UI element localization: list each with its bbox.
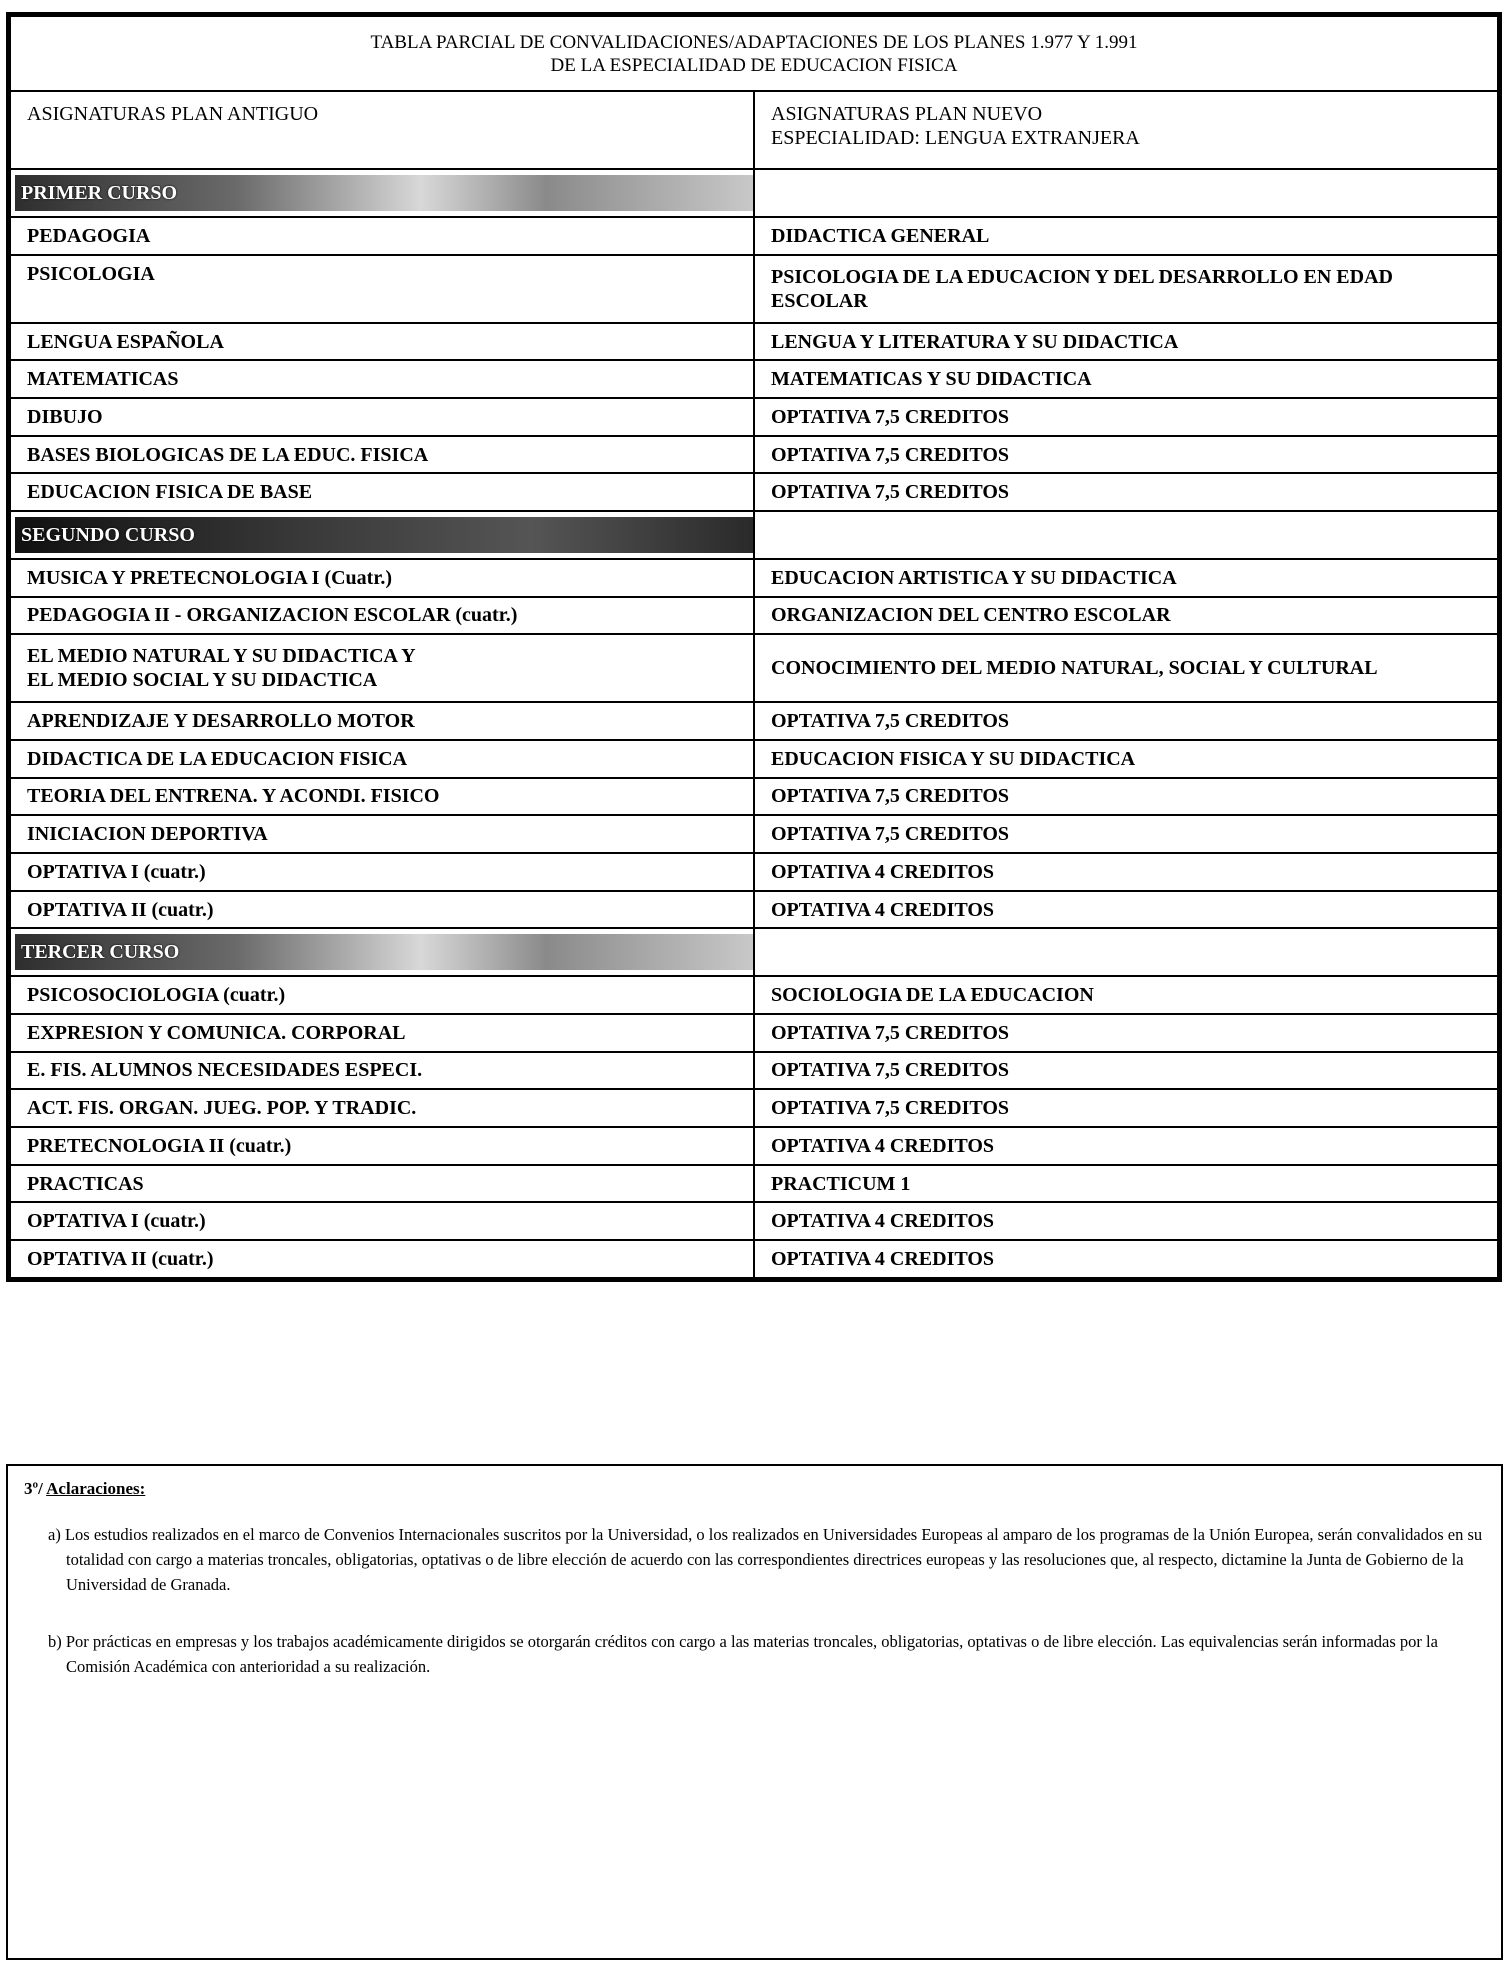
notes-box (6, 1464, 1503, 1960)
old-subject-cell: OPTATIVA II (cuatr.) (10, 891, 754, 929)
new-subject-cell: MATEMATICAS Y SU DIDACTICA (754, 360, 1498, 398)
table-row (10, 740, 1498, 778)
table-row (10, 1127, 1498, 1165)
header-new-plan-line2: ESPECIALIDAD: LENGUA EXTRANJERA (771, 127, 1140, 150)
table-row (10, 1202, 1498, 1240)
new-subject-cell: OPTATIVA 7,5 CREDITOS (754, 1089, 1498, 1127)
notes-heading (24, 1476, 145, 1501)
new-subject-cell: OPTATIVA 7,5 CREDITOS (754, 1052, 1498, 1090)
header-new-plan (754, 91, 1498, 169)
table-row (10, 1089, 1498, 1127)
new-subject-cell: LENGUA Y LITERATURA Y SU DIDACTICA (754, 323, 1498, 361)
table-row (10, 1052, 1498, 1090)
old-subject-cell: PEDAGOGIA (10, 217, 754, 255)
new-subject-cell: OPTATIVA 7,5 CREDITOS (754, 436, 1498, 474)
new-subject-cell: PSICOLOGIA DE LA EDUCACION Y DEL DESARROLLO EN EDAD ESCOLAR (754, 255, 1498, 323)
old-subject-cell: EDUCACION FISICA DE BASE (10, 473, 754, 511)
old-subject-cell: TEORIA DEL ENTRENA. Y ACONDI. FISICO (10, 778, 754, 816)
table-row (10, 255, 1498, 323)
old-subject-cell: PEDAGOGIA II - ORGANIZACION ESCOLAR (cuatr.) (10, 597, 754, 635)
old-subject-cell: PRETECNOLOGIA II (cuatr.) (10, 1127, 754, 1165)
new-subject-cell: EDUCACION ARTISTICA Y SU DIDACTICA (754, 559, 1498, 597)
table-row (10, 976, 1498, 1014)
section-header-cell (10, 928, 754, 976)
section-label: PRIMER CURSO (15, 175, 753, 211)
old-subject-cell: EXPRESION Y COMUNICA. CORPORAL (10, 1014, 754, 1052)
table-title-row (10, 16, 1498, 91)
table-row (10, 634, 1498, 702)
old-subject-cell: MATEMATICAS (10, 360, 754, 398)
header-old-plan (10, 91, 754, 169)
old-subject-cell: OPTATIVA I (cuatr.) (10, 853, 754, 891)
section-empty-cell (754, 928, 1498, 976)
table-row (10, 559, 1498, 597)
header-old-plan-label: ASIGNATURAS PLAN ANTIGUO (27, 103, 319, 126)
table-row (10, 1240, 1498, 1278)
note-text: Por prácticas en empresas y los trabajos académicamente dirigidos se otorgarán créditos con cargo a las materias troncales, obligatorias, optativas o de libre elección. Las equivalencias serán informadas por la Comisión Académica con anterioridad a su realización. (65, 1632, 1438, 1676)
header-new-plan-line1: ASIGNATURAS PLAN NUEVO (771, 103, 1043, 126)
new-subject-cell: EDUCACION FISICA Y SU DIDACTICA (754, 740, 1498, 778)
note-letter: a) (48, 1525, 61, 1544)
table-row (10, 891, 1498, 929)
table-row (10, 323, 1498, 361)
section-label: TERCER CURSO (15, 934, 753, 970)
new-subject-cell: OPTATIVA 7,5 CREDITOS (754, 473, 1498, 511)
new-subject-cell: SOCIOLOGIA DE LA EDUCACION (754, 976, 1498, 1014)
section-label: SEGUNDO CURSO (15, 517, 753, 553)
old-subject-cell: APRENDIZAJE Y DESARROLLO MOTOR (10, 702, 754, 740)
old-subject-cell: LENGUA ESPAÑOLA (10, 323, 754, 361)
convalidation-table (9, 15, 1499, 1279)
table-header-row (10, 91, 1498, 169)
note-item (48, 1522, 1486, 1597)
section-empty-cell (754, 511, 1498, 559)
table-title-line2: DE LA ESPECIALIDAD DE EDUCACION FISICA (550, 54, 958, 76)
old-subject-cell: PRACTICAS (10, 1165, 754, 1203)
old-subject-cell: PSICOSOCIOLOGIA (cuatr.) (10, 976, 754, 1014)
new-subject-cell: OPTATIVA 7,5 CREDITOS (754, 815, 1498, 853)
note-text: Los estudios realizados en el marco de Convenios Internacionales suscritos por la Universidad, o los realizados en Universidades Europeas al amparo de los programas de la Unión Europea, serán convalidados en su totalidad con cargo a materias troncales, obligatorias, optativas o de libre elección de acuerdo con las correspondientes directrices europeas y las resoluciones que, al respecto, dictamine la Junta de Gobierno de la Universidad de Granada. (64, 1525, 1483, 1594)
new-subject-cell: OPTATIVA 4 CREDITOS (754, 891, 1498, 929)
table-row (10, 1014, 1498, 1052)
old-subject-cell: PSICOLOGIA (10, 255, 754, 323)
old-subject-cell: INICIACION DEPORTIVA (10, 815, 754, 853)
old-subject-cell: ACT. FIS. ORGAN. JUEG. POP. Y TRADIC. (10, 1089, 754, 1127)
table-row (10, 436, 1498, 474)
table-row (10, 702, 1498, 740)
table-title-line1: TABLA PARCIAL DE CONVALIDACIONES/ADAPTACIONES DE LOS PLANES 1.977 Y 1.991 (370, 31, 1138, 53)
new-subject-cell: OPTATIVA 7,5 CREDITOS (754, 778, 1498, 816)
section-header-cell (10, 169, 754, 217)
new-subject-cell: OPTATIVA 4 CREDITOS (754, 1240, 1498, 1278)
old-subject-cell: BASES BIOLOGICAS DE LA EDUC. FISICA (10, 436, 754, 474)
section-row (10, 928, 1498, 976)
table-row (10, 360, 1498, 398)
new-subject-cell: OPTATIVA 7,5 CREDITOS (754, 1014, 1498, 1052)
old-subject-cell: MUSICA Y PRETECNOLOGIA I (Cuatr.) (10, 559, 754, 597)
new-subject-cell: OPTATIVA 7,5 CREDITOS (754, 702, 1498, 740)
table-row (10, 853, 1498, 891)
new-subject-cell: DIDACTICA GENERAL (754, 217, 1498, 255)
section-row (10, 169, 1498, 217)
table-title (10, 16, 1498, 91)
new-subject-cell: OPTATIVA 7,5 CREDITOS (754, 398, 1498, 436)
new-subject-cell: ORGANIZACION DEL CENTRO ESCOLAR (754, 597, 1498, 635)
old-subject-cell: E. FIS. ALUMNOS NECESIDADES ESPECI. (10, 1052, 754, 1090)
new-subject-cell: CONOCIMIENTO DEL MEDIO NATURAL, SOCIAL Y CULTURAL (754, 634, 1498, 702)
table-row (10, 778, 1498, 816)
old-subject-cell: DIBUJO (10, 398, 754, 436)
notes-title: Aclaraciones: (46, 1479, 146, 1498)
new-subject-cell: OPTATIVA 4 CREDITOS (754, 853, 1498, 891)
table-row (10, 1165, 1498, 1203)
note-item (48, 1629, 1486, 1679)
table-row (10, 398, 1498, 436)
table-row (10, 815, 1498, 853)
new-subject-cell: PRACTICUM 1 (754, 1165, 1498, 1203)
section-row (10, 511, 1498, 559)
table-row (10, 597, 1498, 635)
old-subject-cell: OPTATIVA I (cuatr.) (10, 1202, 754, 1240)
old-subject-cell: DIDACTICA DE LA EDUCACION FISICA (10, 740, 754, 778)
table-row (10, 217, 1498, 255)
notes-number: 3º/ (24, 1479, 43, 1498)
new-subject-cell: OPTATIVA 4 CREDITOS (754, 1127, 1498, 1165)
new-subject-cell: OPTATIVA 4 CREDITOS (754, 1202, 1498, 1240)
note-letter: b) (48, 1632, 62, 1651)
table-row (10, 473, 1498, 511)
convalidation-table-frame (6, 12, 1502, 1282)
section-header-cell (10, 511, 754, 559)
old-subject-cell: EL MEDIO NATURAL Y SU DIDACTICA Y EL MEDIO SOCIAL Y SU DIDACTICA (10, 634, 754, 702)
old-subject-cell: OPTATIVA II (cuatr.) (10, 1240, 754, 1278)
section-empty-cell (754, 169, 1498, 217)
